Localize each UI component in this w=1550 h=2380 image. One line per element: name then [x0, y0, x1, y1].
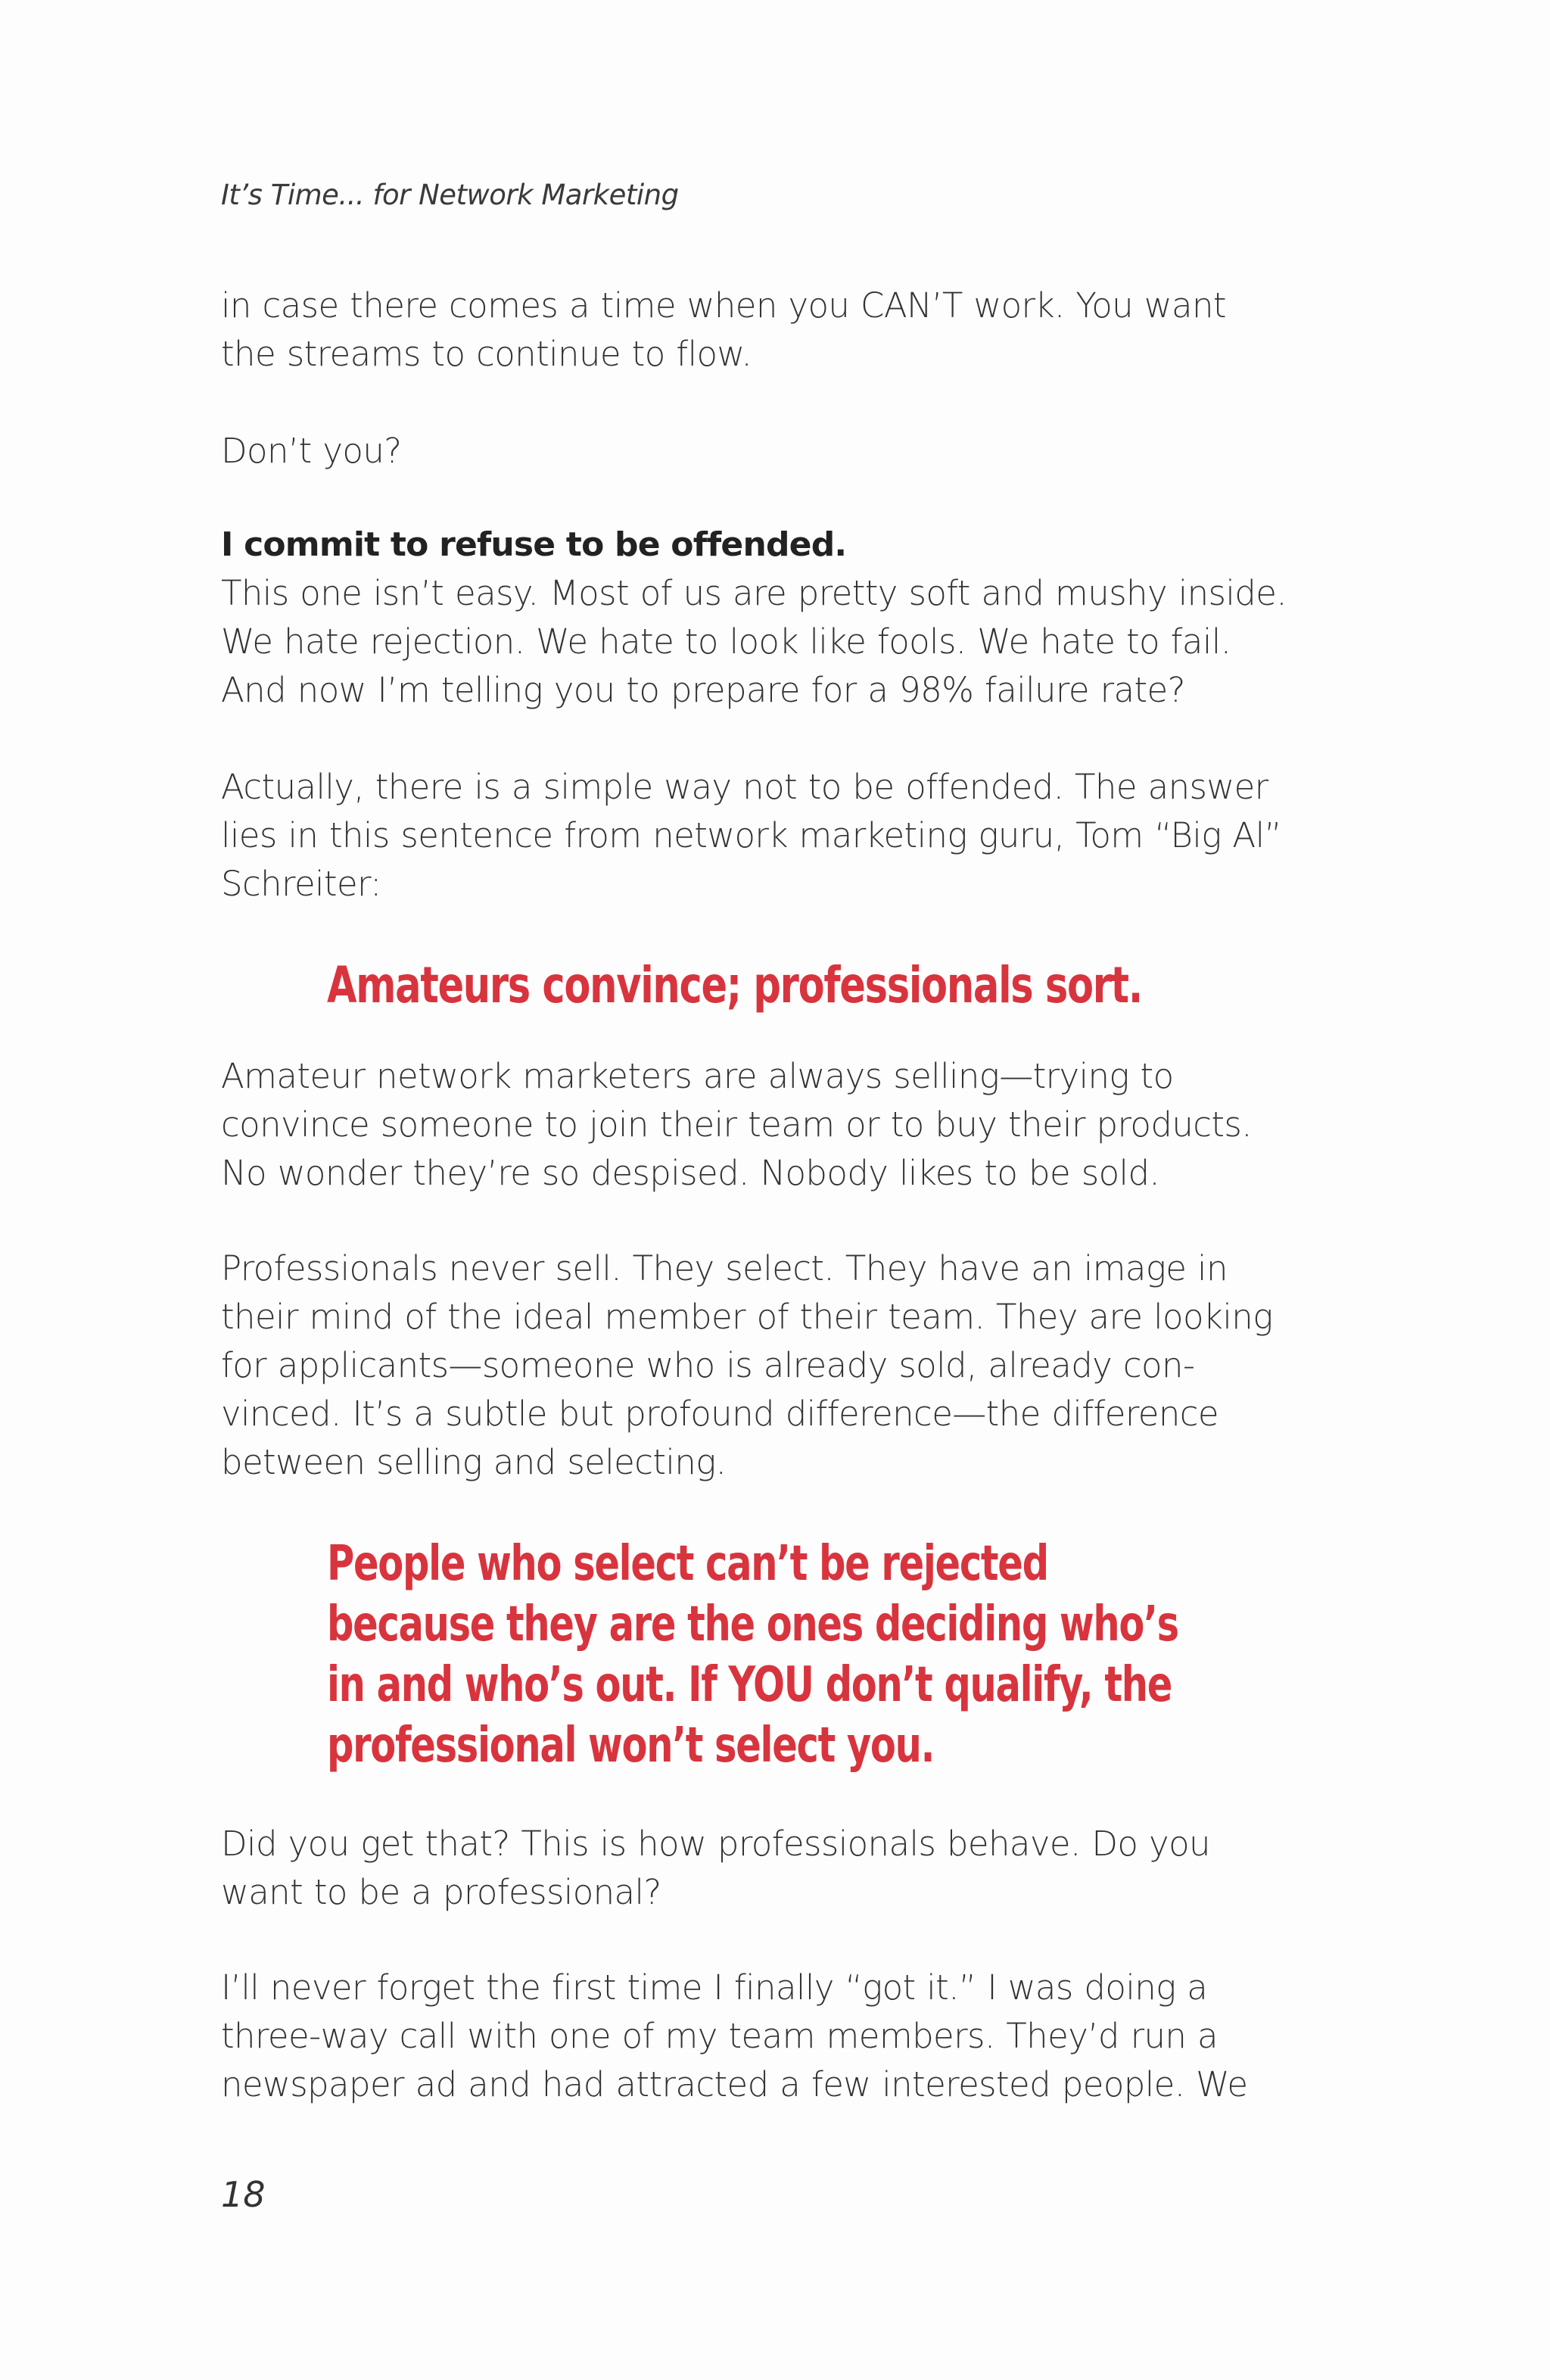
pull-quote-amateurs: Amateurs convince; professionals sort.: [327, 956, 1142, 1014]
paragraph-streams: in case there comes a time when you CAN’T work. You want the streams to continue to flow.: [221, 285, 1226, 374]
paragraph-dont-you: Don’t you?: [221, 431, 402, 471]
pull-quote-select: People who select can’t be rejected because they are the ones deciding who’s in and who’s out. If YOU don’t qualify, the professional won’t select you.: [327, 1536, 1178, 1774]
paragraph-professionals: Professionals never sell. They select. They have an image in their mind of the ideal member of their team. They are looking for applicants—someone who is already sold, already con- vinced. It’s a subtle but profound difference—the difference between selling and selecting.: [221, 1248, 1273, 1482]
paragraph-did-you-get-that: Did you get that? This is how professionals behave. Do you want to be a professional?: [221, 1824, 1210, 1912]
section-heading: I commit to refuse to be offended.: [221, 525, 847, 564]
paragraph-simple-way: Actually, there is a simple way not to be offended. The answer lies in this sentence from network marketing guru, Tom “Big Al” Schreiter:: [221, 767, 1282, 904]
paragraph-three-way-call: I’ll never forget the first time I finally “got it.” I was doing a three-way call with one of my team members. They’d run a newspaper ad and had attracted a few interested people. We: [221, 1967, 1248, 2104]
paragraph-amateurs: Amateur network marketers are always selling—trying to convince someone to join their team or to buy their products. No wonder they’re so despised. Nobody likes to be sold.: [221, 1056, 1252, 1193]
running-header: It’s Time... for Network Marketing: [221, 179, 679, 211]
paragraph-rejection: This one isn’t easy. Most of us are pretty soft and mushy inside. We hate rejection. We hate to look like fools. We hate to fail. And now I’m telling you to prepare for a 98% failure rate?: [221, 573, 1287, 710]
page-number: 18: [221, 2174, 266, 2215]
